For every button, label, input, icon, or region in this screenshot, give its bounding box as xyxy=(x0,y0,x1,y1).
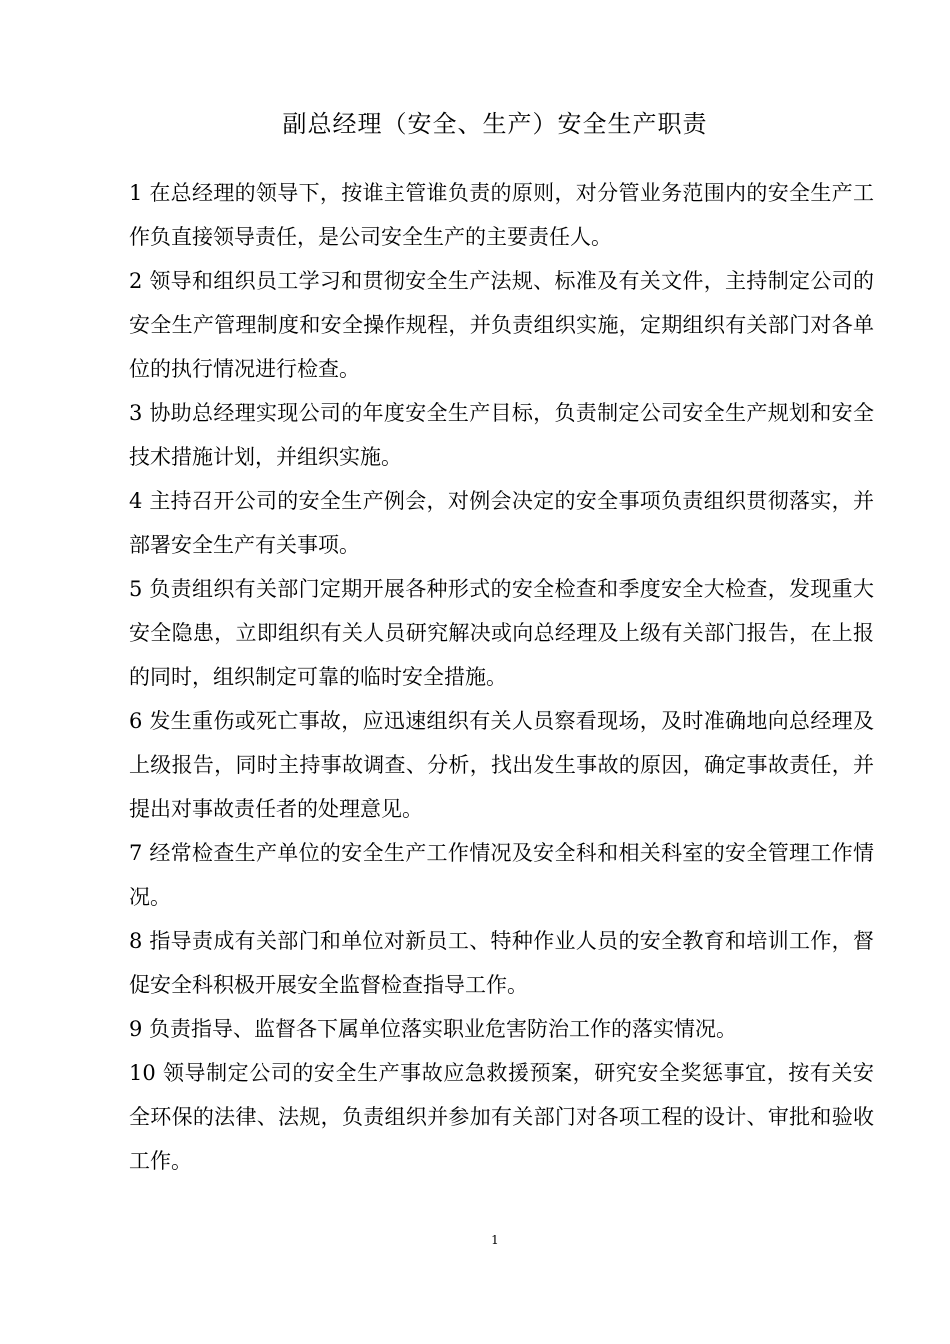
duty-item-8: 8 指导责成有关部门和单位对新员工、特种作业人员的安全教育和培训工作，督促安全科积极开展安全监督检查指导工作。 xyxy=(129,929,874,997)
duty-item-4: 4 主持召开公司的安全生产例会，对例会决定的安全事项负责组织贯彻落实，并部署安全生产有关事项。 xyxy=(129,489,874,557)
duty-item-1: 1 在总经理的领导下，按谁主管谁负责的原则，对分管业务范围内的安全生产工作负直接领导责任，是公司安全生产的主要责任人。 xyxy=(129,181,874,249)
duty-item-2: 2 领导和组织员工学习和贯彻安全生产法规、标准及有关文件，主持制定公司的安全生产管理制度和安全操作规程，并负责组织实施，定期组织有关部门对各单位的执行情况进行检查。 xyxy=(129,269,874,381)
duty-item-7: 7 经常检查生产单位的安全生产工作情况及安全科和相关科室的安全管理工作情况。 xyxy=(129,841,874,909)
document-title: 副总经理（安全、生产）安全生产职责 xyxy=(282,110,708,138)
duty-item-10: 10 领导制定公司的安全生产事故应急救援预案，研究安全奖惩事宜，按有关安全环保的法律、法规，负责组织并参加有关部门对各项工程的设计、审批和验收工作。 xyxy=(129,1061,874,1173)
duty-item-6: 6 发生重伤或死亡事故，应迅速组织有关人员察看现场，及时准确地向总经理及上级报告，同时主持事故调查、分析，找出发生事故的原因，确定事故责任，并提出对事故责任者的处理意见。 xyxy=(129,709,874,821)
duty-list xyxy=(129,171,874,1183)
duty-item-5: 5 负责组织有关部门定期开展各种形式的安全检查和季度安全大检查，发现重大安全隐患，立即组织有关人员研究解决或向总经理及上级有关部门报告，在上报的同时，组织制定可靠的临时安全措施。 xyxy=(129,577,874,689)
duty-item-3: 3 协助总经理实现公司的年度安全生产目标，负责制定公司安全生产规划和安全技术措施计划，并组织实施。 xyxy=(129,401,874,469)
page-number: 1 xyxy=(491,1233,499,1247)
duty-item-9: 9 负责指导、监督各下属单位落实职业危害防治工作的落实情况。 xyxy=(129,1017,738,1041)
